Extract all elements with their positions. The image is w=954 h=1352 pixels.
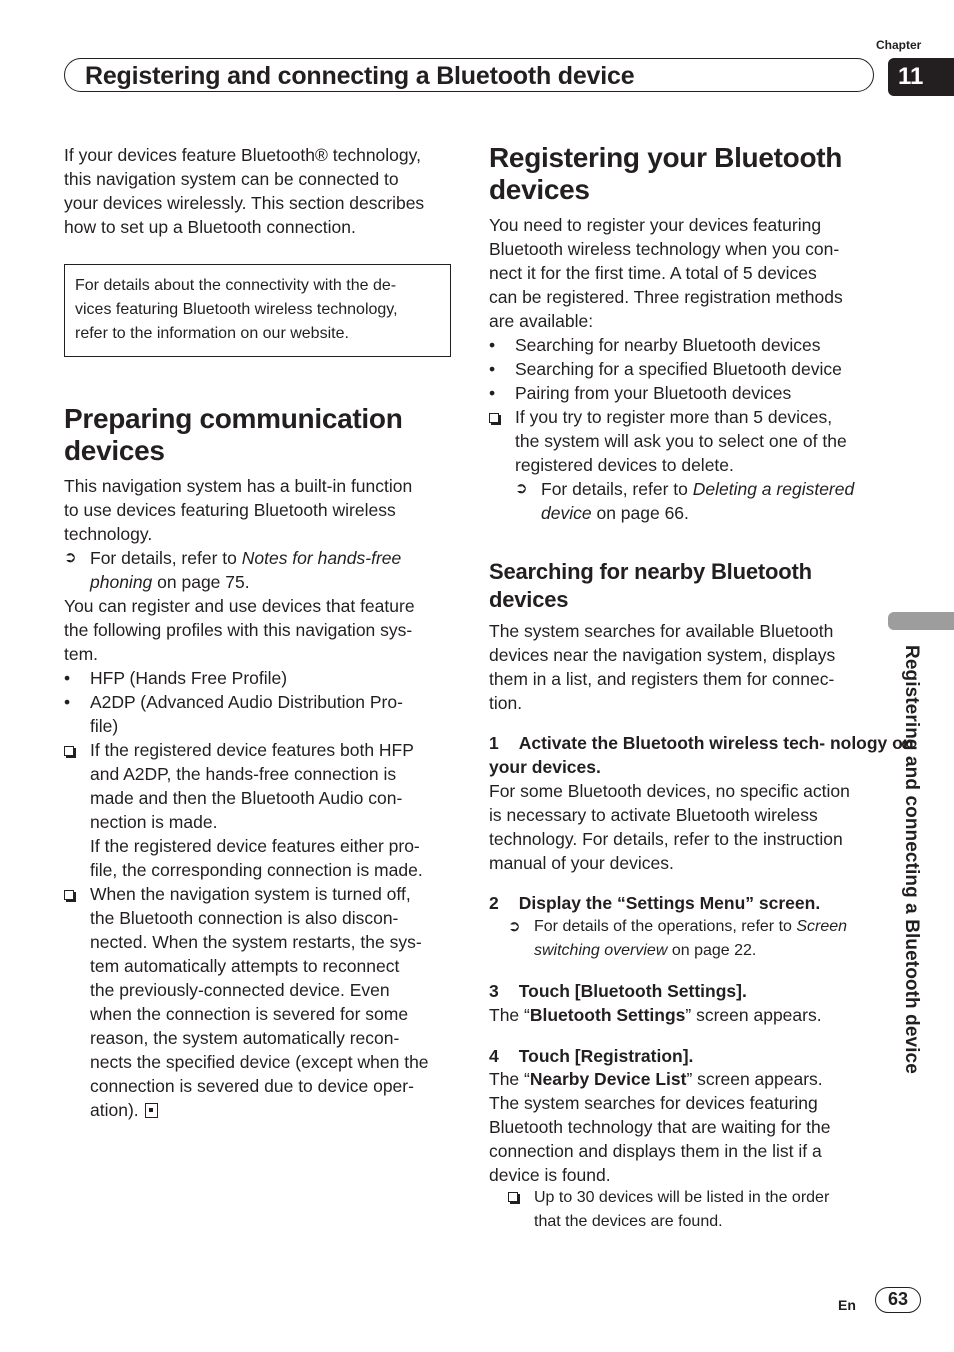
step-title: nology on your devices. [489,733,914,777]
arrow-icon: ➲ [508,918,521,935]
text-line: and A2DP, the hands-free connection is [90,764,397,784]
ref-prefix: For details, refer to [90,548,242,568]
text-line: to use devices featuring Bluetooth wireless [64,500,396,520]
ref-suffix: on page 22. [667,942,757,959]
step-title: Touch [Bluetooth Settings]. [518,981,747,1001]
list-item [489,333,879,357]
note-item [534,1186,829,1234]
side-tab-marker [888,612,954,630]
step-number: 1 [489,733,499,753]
text-line: If the registered device features both HFP [90,740,414,760]
text-line: connection is severed due to device oper- [90,1076,414,1096]
section-heading-registering [489,142,842,206]
ref-link-text: Notes for hands-free [241,548,402,568]
chapter-number-badge: 11 [888,58,954,96]
side-tab-label: Registering and connecting a Bluetooth device [901,645,922,1074]
text-fragment: ” screen appears. [685,1005,822,1025]
screen-name: Nearby Device List [529,1069,687,1089]
list-item [489,357,879,381]
ref-prefix: For details, refer to [541,479,693,499]
text-fragment: The “ [489,1005,530,1025]
text-line: devices near the navigation system, displays [489,645,836,665]
ref-suffix: on page 66. [591,503,689,523]
step-2-reference [508,915,848,963]
text-line: reason, the system automatically recon- [90,1028,400,1048]
text-line: connection and displays them in the list if a [489,1141,822,1161]
ref-link-text: Screen [796,918,848,935]
step-4-body [489,1067,830,1187]
reference-item [64,546,454,594]
step-title: Touch [Registration]. [518,1046,694,1066]
text-line: tion. [489,693,523,713]
website-note-text [75,274,398,346]
text-line: made and then the Bluetooth Audio con- [90,788,403,808]
heading-line: devices [64,435,165,466]
step-number: 4 [489,1046,499,1066]
text-line: The system searches for devices featuring [489,1093,818,1113]
text-line: nect it for the first time. A total of 5 devices [489,263,817,283]
text-line: tem. [64,644,99,664]
reference-item [508,915,848,963]
subsection-heading-nearby [489,558,812,614]
text-line: is necessary to activate Bluetooth wireless [489,805,818,825]
text-fragment: ” screen appears. [686,1069,823,1089]
text-line: the following profiles with this navigation sys- [64,620,413,640]
text-line: when the connection is severed for some [90,1004,409,1024]
text-line: technology. [64,524,153,544]
reference-item [515,477,879,525]
text-line: them in a list, and registers them for connec- [489,669,835,689]
text-line: registered devices to delete. [515,455,734,475]
list-item [64,690,454,738]
text-line: the Bluetooth connection is also discon- [90,908,399,928]
checkbox-note-icon [64,738,84,762]
step-4-heading [489,1044,693,1068]
language-label: En [838,1297,856,1313]
chapter-label: Chapter [876,38,922,52]
ref-suffix: on page 75. [152,572,250,592]
ref-link-text: switching overview [534,942,668,959]
checkbox-note-icon [489,405,509,429]
text-line: Bluetooth technology that are waiting for the [489,1117,831,1137]
section-heading-preparing [64,403,403,467]
text-line: tem automatically attempts to reconnect [90,956,400,976]
ref-link-text: device [541,503,592,523]
text-line: nected. When the system restarts, the sys- [90,932,422,952]
text-line: You need to register your devices featuring [489,215,822,235]
text-fragment: The “ [489,1069,530,1089]
arrow-icon: ➲ [515,480,528,497]
heading-line: Searching for nearby Bluetooth [489,559,812,584]
list-item [64,666,454,690]
text-line: If you try to register more than 5 devices, [515,407,833,427]
step-3-body [489,1003,822,1027]
text-line: A2DP (Advanced Audio Distribution Pro- [90,692,403,712]
note-item [90,738,454,882]
text-line: refer to the information on our website. [75,325,349,342]
heading-line: devices [489,174,590,205]
text-line: file, the corresponding connection is made. [90,860,423,880]
text-line: manual of your devices. [489,853,674,873]
arrow-icon: ➲ [64,549,77,566]
text-line: This navigation system has a built-in function [64,476,413,496]
text-line: When the navigation system is turned off, [90,884,411,904]
text-line: nects the specified device (except when the [90,1052,429,1072]
text-line: For some Bluetooth devices, no specific action [489,781,850,801]
text-line: Pairing from your Bluetooth devices [515,383,792,403]
right-body-top [489,213,879,525]
text-line: can be registered. Three registration methods [489,287,843,307]
text-line: this navigation system can be connected to [64,169,399,189]
step-3-heading [489,979,747,1003]
text-line: You can register and use devices that feature [64,596,415,616]
checkbox-note-icon [64,882,84,906]
text-line: Searching for a specified Bluetooth device [515,359,842,379]
text-line: how to set up a Bluetooth connection. [64,217,356,237]
step-4-note [534,1186,829,1234]
text-line: your devices wirelessly. This section describes [64,193,425,213]
text-line: If the registered device features either pro- [90,836,420,856]
checkbox-note-icon [508,1186,528,1210]
intro-paragraph [64,143,424,239]
text-line: ation). [90,1100,139,1120]
page-title: Registering and connecting a Bluetooth device [85,62,635,90]
step-title: Activate the Bluetooth wireless tech- [518,733,826,753]
text-line: the previously-connected device. Even [90,980,390,1000]
bullet-icon: • [64,692,71,712]
ref-link-text: phoning [90,572,153,592]
step-number: 2 [489,893,499,913]
text-line: Bluetooth wireless technology when you con- [489,239,840,259]
bullet-icon: • [489,383,496,403]
text-line: vices featuring Bluetooth wireless technology, [75,301,398,318]
left-body [64,474,454,1122]
ref-prefix: For details of the operations, refer to [534,918,797,935]
text-line: device is found. [489,1165,611,1185]
step-2-heading [489,891,820,915]
heading-line: Preparing communication [64,403,403,434]
bullet-icon: • [64,668,71,688]
end-of-section-icon [145,1103,158,1118]
step-title: Display the “Settings Menu” screen. [518,893,821,913]
text-line: the system will ask you to select one of the [515,431,847,451]
step-1-heading [489,731,954,779]
text-line: The system searches for available Bluetooth [489,621,834,641]
list-item [489,381,879,405]
screen-name: Bluetooth Settings [529,1005,686,1025]
text-line: are available: [489,311,594,331]
note-item [90,882,454,1122]
heading-line: Registering your Bluetooth [489,142,843,173]
bullet-icon: • [489,359,496,379]
text-line: that the devices are found. [534,1213,723,1230]
text-line: For details about the connectivity with the de- [75,277,397,294]
text-line: Up to 30 devices will be listed in the order [534,1189,830,1206]
bullet-icon: • [489,335,496,355]
text-line: technology. For details, refer to the instruction [489,829,843,849]
step-number: 3 [489,981,499,1001]
note-item [515,405,879,477]
subsection-paragraph [489,619,835,715]
heading-line: devices [489,587,569,612]
text-line: If your devices feature Bluetooth® technology, [64,145,421,165]
page-number: 63 [875,1287,921,1313]
text-line: nection is made. [90,812,218,832]
text-line: HFP (Hands Free Profile) [90,668,288,688]
step-1-body [489,779,850,875]
text-line: file) [90,716,119,736]
text-line: Searching for nearby Bluetooth devices [515,335,821,355]
ref-link-text: Deleting a registered [692,479,855,499]
